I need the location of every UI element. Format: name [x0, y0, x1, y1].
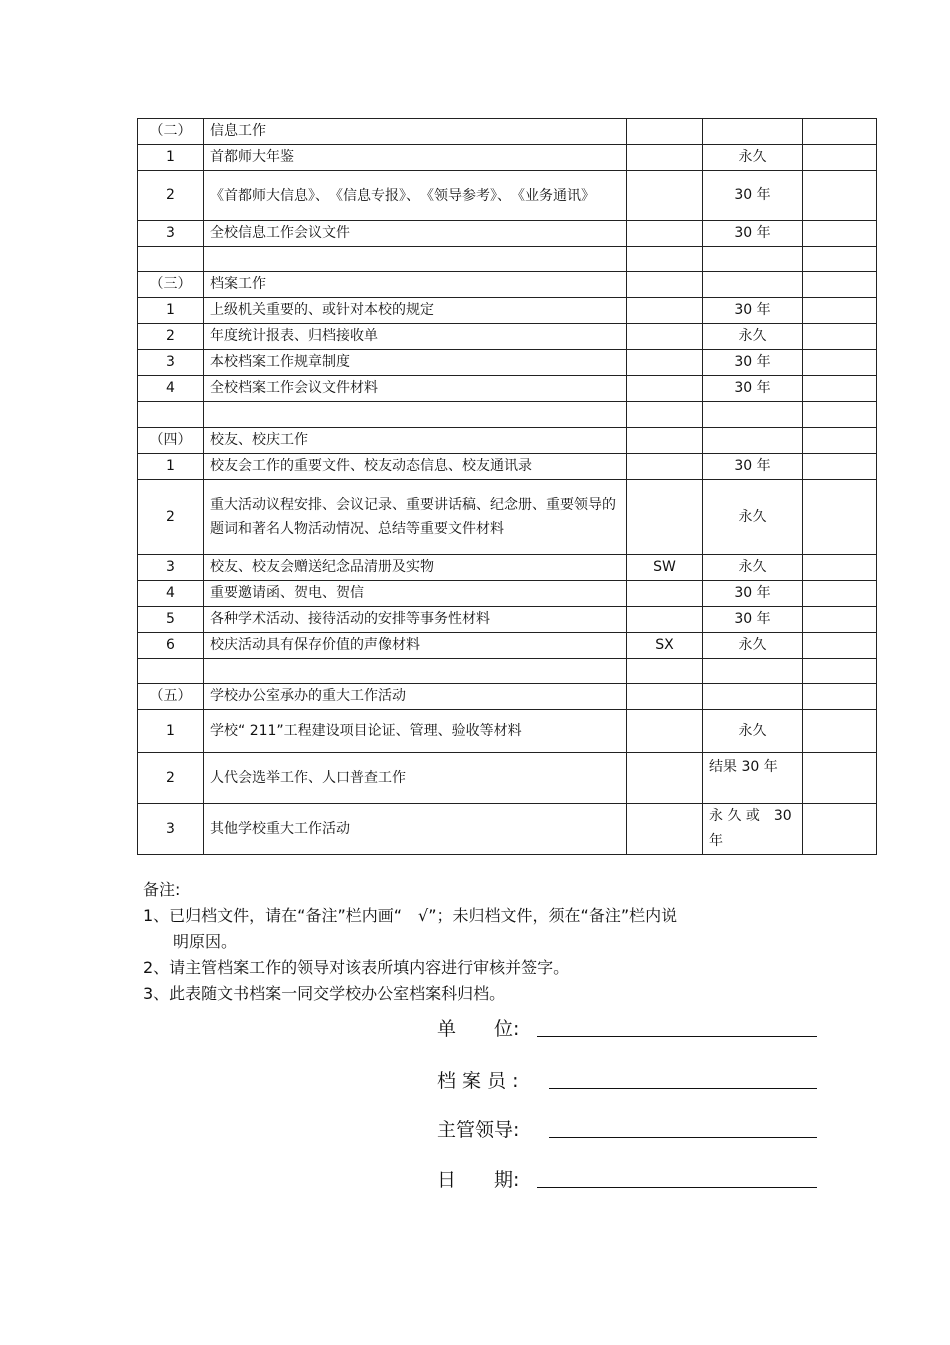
row-retention: 30 年 — [703, 221, 803, 247]
row-code — [627, 428, 703, 454]
row-remark — [803, 480, 877, 555]
table-row — [138, 119, 877, 145]
sign-leader — [437, 1115, 537, 1142]
sign-archivist — [437, 1066, 537, 1093]
table-row — [138, 684, 877, 710]
row-content: 年度统计报表、归档接收单 — [204, 324, 627, 350]
row-retention: 30 年 — [703, 350, 803, 376]
archive-table — [137, 118, 877, 855]
table-row — [138, 607, 877, 633]
row-remark — [803, 659, 877, 684]
row-retention: 永久 — [703, 633, 803, 659]
sign-archivist-label: 档 案 员 : — [437, 1070, 519, 1092]
row-number: 2 — [138, 753, 204, 804]
row-code — [627, 659, 703, 684]
row-content: 全校信息工作会议文件 — [204, 221, 627, 247]
row-number: 3 — [138, 555, 204, 581]
row-number: （四） — [138, 428, 204, 454]
row-code — [627, 607, 703, 633]
row-number: 6 — [138, 633, 204, 659]
note-item-3: 3、此表随文书档案一同交学校办公室档案科归档。 — [143, 984, 506, 1003]
row-number: 1 — [138, 710, 204, 753]
row-number: 4 — [138, 376, 204, 402]
sign-unit-line[interactable] — [537, 1036, 817, 1037]
row-number: 3 — [138, 221, 204, 247]
row-number: 2 — [138, 324, 204, 350]
table-row — [138, 350, 877, 376]
row-remark — [803, 221, 877, 247]
row-retention: 30 年 — [703, 454, 803, 480]
row-number: （三） — [138, 272, 204, 298]
table-row — [138, 376, 877, 402]
row-content: 上级机关重要的、或针对本校的规定 — [204, 298, 627, 324]
table-row — [138, 480, 877, 555]
row-remark — [803, 145, 877, 171]
table-row — [138, 324, 877, 350]
row-retention: 永久 — [703, 710, 803, 753]
table-row — [138, 402, 877, 428]
table-row — [138, 753, 877, 804]
row-remark — [803, 753, 877, 804]
table-row — [138, 633, 877, 659]
row-code — [627, 376, 703, 402]
note-item-2: 2、请主管档案工作的领导对该表所填内容进行审核并签字。 — [143, 958, 570, 977]
row-number: 2 — [138, 480, 204, 555]
row-content: 档案工作 — [204, 272, 627, 298]
row-code — [627, 298, 703, 324]
row-retention — [703, 659, 803, 684]
row-remark — [803, 350, 877, 376]
row-code — [627, 171, 703, 221]
row-content: 学校办公室承办的重大工作活动 — [204, 684, 627, 710]
row-retention — [703, 684, 803, 710]
row-number: 1 — [138, 454, 204, 480]
row-remark — [803, 298, 877, 324]
row-number — [138, 247, 204, 272]
row-retention: 永久 — [703, 555, 803, 581]
row-retention: 永久 — [703, 324, 803, 350]
row-retention: 30 年 — [703, 607, 803, 633]
row-code — [627, 324, 703, 350]
row-content: 人代会选举工作、人口普查工作 — [204, 753, 627, 804]
sign-leader-line[interactable] — [549, 1137, 817, 1138]
note-item-1: 1、已归档文件，请在“备注”栏内画“ √”；未归档文件，须在“备注”栏内说 — [143, 906, 678, 925]
row-number: （五） — [138, 684, 204, 710]
row-content: 其他学校重大工作活动 — [204, 804, 627, 855]
row-retention: 永久 — [703, 480, 803, 555]
row-content: 重要邀请函、贺电、贺信 — [204, 581, 627, 607]
table-row — [138, 247, 877, 272]
row-code — [627, 247, 703, 272]
row-content: 各种学术活动、接待活动的安排等事务性材料 — [204, 607, 627, 633]
sign-unit — [437, 1014, 537, 1041]
row-retention — [703, 119, 803, 145]
row-number: 3 — [138, 350, 204, 376]
sign-date-label: 日 期: — [437, 1169, 520, 1191]
row-remark — [803, 171, 877, 221]
row-content: 全校档案工作会议文件材料 — [204, 376, 627, 402]
table-row — [138, 659, 877, 684]
row-number: 4 — [138, 581, 204, 607]
row-code — [627, 221, 703, 247]
row-code — [627, 272, 703, 298]
row-remark — [803, 428, 877, 454]
notes-title: 备注: — [143, 880, 181, 899]
row-number: 1 — [138, 145, 204, 171]
row-retention: 30 年 — [703, 581, 803, 607]
row-code — [627, 581, 703, 607]
row-number: 1 — [138, 298, 204, 324]
row-retention: 30 年 — [703, 171, 803, 221]
row-content: 信息工作 — [204, 119, 627, 145]
row-code — [627, 454, 703, 480]
row-retention: 30 年 — [703, 298, 803, 324]
table-row — [138, 428, 877, 454]
row-remark — [803, 804, 877, 855]
row-code — [627, 804, 703, 855]
row-code — [627, 480, 703, 555]
row-retention — [703, 428, 803, 454]
row-retention: 结果 30 年 — [703, 753, 803, 804]
sign-date — [437, 1165, 537, 1192]
row-code — [627, 753, 703, 804]
row-code — [627, 402, 703, 428]
row-remark — [803, 555, 877, 581]
row-remark — [803, 402, 877, 428]
notes-section — [143, 877, 843, 1007]
row-remark — [803, 272, 877, 298]
row-number: 5 — [138, 607, 204, 633]
row-retention: 30 年 — [703, 376, 803, 402]
table-row — [138, 145, 877, 171]
row-remark — [803, 247, 877, 272]
table-row — [138, 710, 877, 753]
row-code — [627, 684, 703, 710]
table-row — [138, 555, 877, 581]
table-row — [138, 581, 877, 607]
row-content — [204, 402, 627, 428]
row-remark — [803, 607, 877, 633]
table-row — [138, 804, 877, 855]
note-item-1-cont: 明原因。 — [173, 932, 238, 951]
row-remark — [803, 684, 877, 710]
row-content — [204, 247, 627, 272]
row-number: 3 — [138, 804, 204, 855]
sign-leader-label: 主管领导: — [437, 1119, 520, 1141]
row-content: 校友、校庆工作 — [204, 428, 627, 454]
row-content: 《首都师大信息》、 《信息专报》、 《领导参考》、 《业务通讯》 — [204, 171, 627, 221]
row-content: 校友会工作的重要文件、校友动态信息、校友通讯录 — [204, 454, 627, 480]
table-row — [138, 454, 877, 480]
row-code — [627, 710, 703, 753]
row-content: 本校档案工作规章制度 — [204, 350, 627, 376]
row-code: SW — [627, 555, 703, 581]
row-retention — [703, 402, 803, 428]
row-retention: 永久 — [703, 145, 803, 171]
row-content: 重大活动议程安排、会议记录、重要讲话稿、纪念册、重要领导的题词和著名人物活动情况、总结等重要文件材料 — [204, 480, 627, 555]
row-number: （二） — [138, 119, 204, 145]
row-number — [138, 402, 204, 428]
sign-unit-label: 单 位: — [437, 1018, 520, 1040]
sign-date-line[interactable] — [537, 1187, 817, 1188]
row-retention: 永 久 或 30 年 — [703, 804, 803, 855]
row-number: 2 — [138, 171, 204, 221]
row-content: 首都师大年鉴 — [204, 145, 627, 171]
row-remark — [803, 633, 877, 659]
row-remark — [803, 324, 877, 350]
row-remark — [803, 581, 877, 607]
row-remark — [803, 376, 877, 402]
row-code — [627, 119, 703, 145]
row-code: SX — [627, 633, 703, 659]
table-row — [138, 171, 877, 221]
row-number — [138, 659, 204, 684]
row-remark — [803, 454, 877, 480]
row-content — [204, 659, 627, 684]
row-remark — [803, 710, 877, 753]
sign-archivist-line[interactable] — [549, 1088, 817, 1089]
table-row — [138, 221, 877, 247]
row-retention — [703, 247, 803, 272]
row-content: 学校“ 211”工程建设项目论证、管理、验收等材料 — [204, 710, 627, 753]
row-remark — [803, 119, 877, 145]
row-retention — [703, 272, 803, 298]
table-row — [138, 298, 877, 324]
row-content: 校庆活动具有保存价值的声像材料 — [204, 633, 627, 659]
row-code — [627, 350, 703, 376]
row-content: 校友、校友会赠送纪念品清册及实物 — [204, 555, 627, 581]
row-code — [627, 145, 703, 171]
table-row — [138, 272, 877, 298]
